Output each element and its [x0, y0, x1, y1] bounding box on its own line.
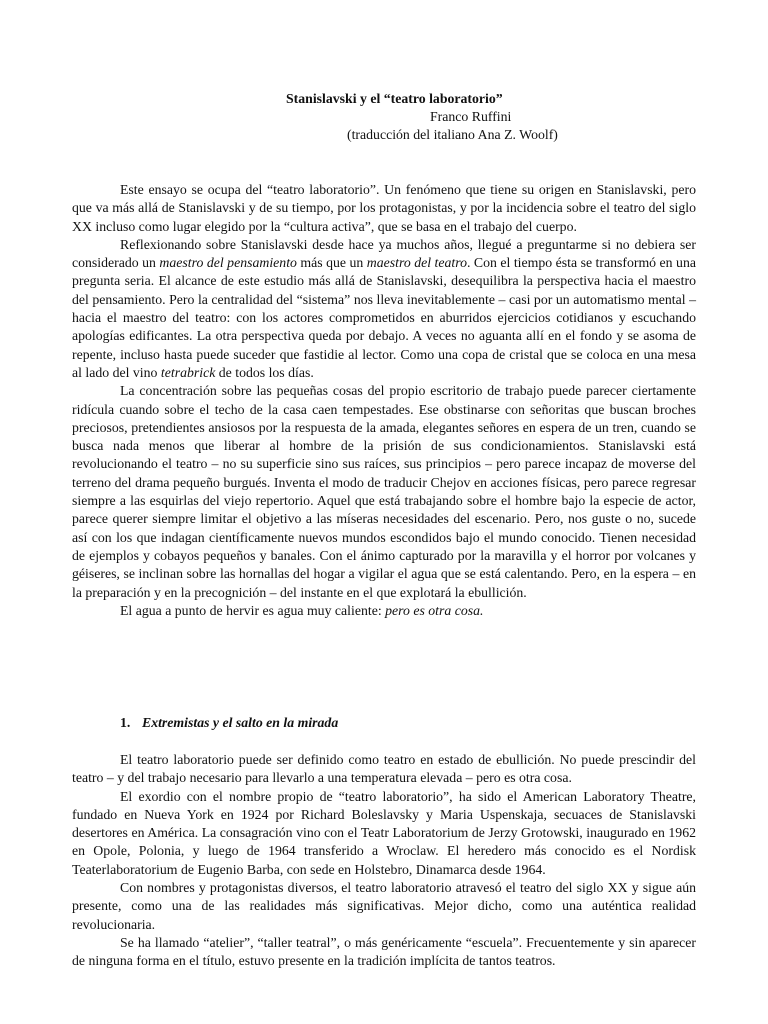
emphasis: maestro del pensamiento: [159, 255, 297, 271]
text-run: El agua a punto de hervir es agua muy caliente:: [120, 602, 386, 618]
author-name: Franco Ruffini: [430, 109, 512, 124]
section-number: 1.: [120, 715, 131, 730]
paragraph: Este ensayo se ocupa del “teatro laboratorio”. Un fenómeno que tiene su origen en Stanislavski, pero que va más allá de Stanislavski y de su tiempo, por los protagonistas, y por la incidencia sobre el teatro del siglo XX incluso como lugar elegido por la “cultura activa”, que se basa en el trabajo del cuerpo.: [72, 182, 696, 234]
paragraph: El exordio con el nombre propio de “teatro laboratorio”, ha sido el American Laboratory Theatre, fundado en Nueva York en 1924 por Richard Boleslavsky y Maria Uspenskaja, secuaces de Stanislavski desertores en América. La consagración vino con el Teatr Laboratorium de Jerzy Grotowski, inaugurado en 1962 en Opole, Polonia, y luego de 1964 transferido a Wroclaw. El heredero más conocido es el Nordisk Teaterlaboratorium de Eugenio Barba, con sede en Holstebro, Dinamarca desde 1964.: [72, 788, 696, 877]
paragraph: [72, 602, 696, 620]
text-run: más que un: [296, 255, 367, 271]
document-title: Stanislavski y el “teatro laboratorio”: [286, 91, 503, 106]
emphasis: maestro del teatro: [366, 255, 467, 271]
emphasis: pero es otra cosa.: [385, 602, 484, 618]
text-run: . Con el tiempo ésta se transformó en una pregunta seria. El alcance de este estudio más allá de Stanislavski, desequilibra la perspectiva hacia el maestro del pensamiento. Pero la centralidad del “sistema” nos lleva inevitablemente – casi por un automatismo mental – hacia el maestro del teatro: con los actores comprometidos en aburridos ejercicios cotidianos y escuchando apologías edificantes. La otra perspectiva queda por debajo. A veces no aguanta allí en el fondo y se asoma de repente, incluso hasta puede suceder que fastidie al lector. Como una copa de cristal que se coloca en una mesa al lado del vino: [72, 255, 696, 380]
section-heading: [120, 715, 338, 731]
paragraph: [72, 236, 696, 382]
section-body: [72, 751, 696, 971]
emphasis: tetrabrick: [160, 364, 216, 380]
paragraph: La concentración sobre las pequeñas cosas del propio escritorio de trabajo puede parecer ciertamente ridícula cuando sobre el techo de la casa caen tempestades. Ese obstinarse con señoritas que buscan broches preciosos, pretendientes ansiosos por la respuesta de la amada, elegantes señores en espera de un tren, cuando se busca nada menos que liberar al hombre de la prisión de sus condicionamientos. Stanislavski está revolucionando el teatro – no su superficie sino sus raíces, sus principios – pero parece incapaz de moverse del terreno del drama pequeño burgués. Inventa el modo de traducir Chejov en acciones físicas, pero parece regresar siempre a las esquirlas del viejo repertorio. Aquel que está trabajando sobre el hombre bajo la especie de actor, parece querer siempre limitar el objetivo a las míseras necesidades del escenario. Pero, nos guste o no, sucede así con los que indagan científicamente nuevos mundos escondidos bajo el mundo conocido. Tienen necesidad de ejemplos y cobayos pequeños y banales. Con el ánimo capturado por la maravilla y el horror por volcanes y géiseres, se inclinan sobre las hornallas del hogar a vigilar el agua que se está calentando. Pero, en la espera – en la preparación y en la precognición – del instante en el que explotará la ebullición.: [72, 383, 696, 600]
intro-body: [72, 181, 696, 620]
section-title: Extremistas y el salto en la mirada: [142, 715, 339, 730]
paragraph: El teatro laboratorio puede ser definido como teatro en estado de ebullición. No puede prescindir del teatro – y del trabajo necesario para llevarlo a una temperatura elevada – pero es otra cosa.: [72, 752, 696, 786]
translation-credit: (traducción del italiano Ana Z. Woolf): [347, 127, 558, 142]
paragraph: Se ha llamado “atelier”, “taller teatral”, o más genéricamente “escuela”. Frecuentemente y sin aparecer de ninguna forma en el título, estuvo presente en la tradición implícita de tantos teatros.: [72, 934, 696, 969]
paragraph: Con nombres y protagonistas diversos, el teatro laboratorio atravesó el teatro del siglo XX y sigue aún presente, como una de las realidades más significativas. Mejor dicho, como una auténtica realidad revolucionaria.: [72, 880, 696, 932]
text-run: de todos los días.: [215, 364, 314, 380]
text-run: Reflexionando sobre Stanislavski desde hace ya muchos años, llegué a preguntarme si no debiera ser considerado un: [72, 236, 696, 271]
